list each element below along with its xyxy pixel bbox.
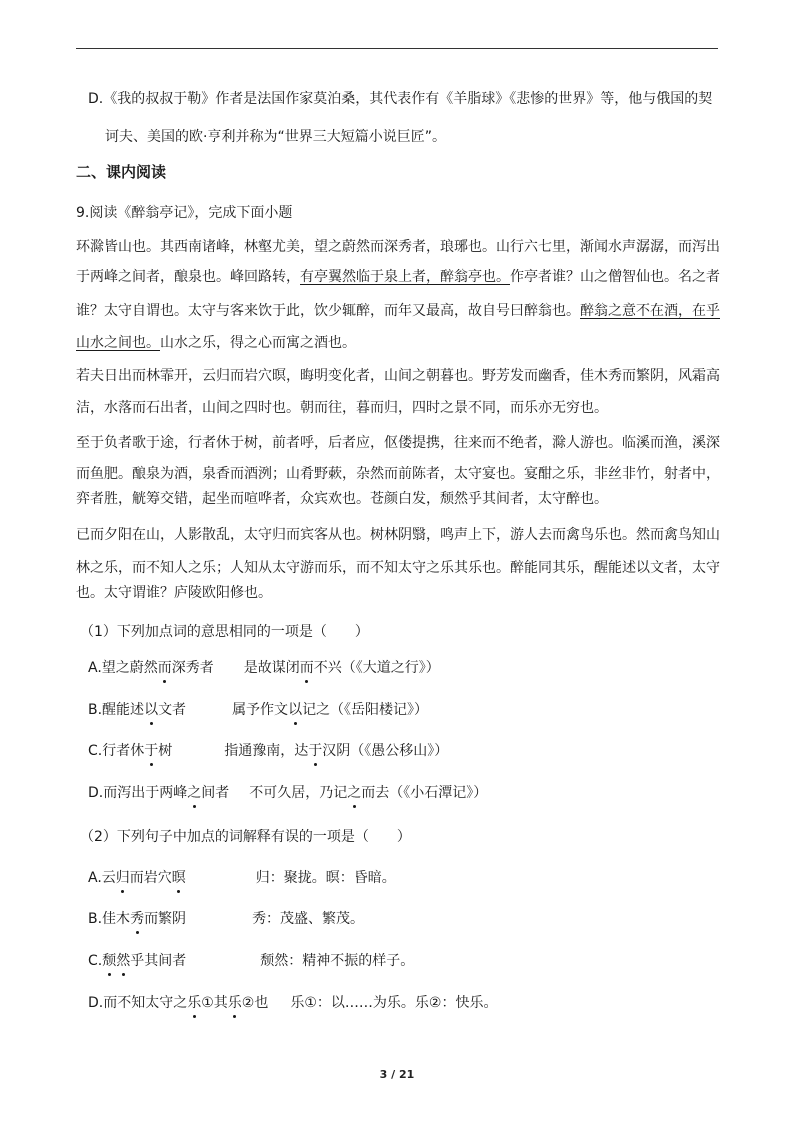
passage-text: 于两峰之间者，酿泉也。峰回路转，: [76, 269, 300, 285]
dotted-word: 然: [116, 953, 131, 969]
question-title: 9.阅读《醉翁亭记》，完成下面小题: [76, 205, 293, 221]
dotted-word: 颓: [102, 953, 117, 969]
passage-text: 山水之乐，得之心而寓之酒也。: [160, 335, 356, 351]
option-explanation: 秀：茂盛、繁茂。: [252, 911, 365, 927]
passage-line: 已而夕阳在山，人影散乱，太守归而宾客从也。树林阴翳，鸣声上下，游人去而禽鸟乐也。然而禽鸟知山: [76, 527, 720, 543]
q1-option-a[interactable]: [88, 658, 440, 678]
passage-line: 也。太守谓谁？庐陵欧阳修也。: [76, 585, 272, 601]
dotted-word: 归: [115, 870, 130, 886]
item-d-line2: 诃夫、美国的欧·亨利并称为“世界三大短篇小说巨匠”。: [105, 129, 446, 145]
dotted-word: 于: [308, 743, 323, 759]
option-explanation: 乐①：以……为乐。乐②：快乐。: [290, 995, 498, 1011]
passage-line: [76, 301, 720, 321]
dotted-word: 暝: [171, 870, 186, 886]
dotted-word: 而: [299, 660, 314, 676]
dotted-word: 而: [157, 660, 172, 676]
option-text: 属予作文: [232, 702, 289, 718]
option-text: B.醒能述: [88, 702, 145, 718]
underlined-sentence: 有亭翼然临于泉上者，醉翁亭也。: [300, 269, 510, 285]
option-text: 深秀者: [171, 660, 214, 676]
passage-line: 若夫日出而林霏开，云归而岩穴暝，晦明变化者，山间之朝暮也。野芳发而幽香，佳木秀而繁阴，风霜高: [76, 368, 720, 384]
dotted-word: 之: [347, 785, 362, 801]
passage-text: 作亭者谁？山之僧智仙也。名之者: [510, 269, 720, 285]
option-text: C.: [88, 953, 103, 969]
passage-line: 至于负者歌于途，行者休于树，前者呼，后者应，伛偻提携，往来而不绝者，滁人游也。临溪而渔，溪深: [76, 435, 720, 451]
dotted-word: 于: [144, 743, 159, 759]
q2-option-a[interactable]: [88, 868, 396, 888]
dotted-word: 秀: [130, 911, 145, 927]
item-d-line1: D.《我的叔叔于勒》作者是法国作家莫泊桑，其代表作有《羊脂球》《悲惨的世界》等，他与俄国的契: [88, 91, 713, 107]
option-text: A.云: [88, 870, 116, 886]
passage-text: 谁？太守自谓也。太守与客来饮于此，饮少辄醉，而年又最高，故自号曰醉翁也。: [76, 303, 580, 319]
q2-option-c[interactable]: [88, 951, 414, 971]
dotted-word: 以: [144, 702, 159, 718]
option-text: ①其: [201, 995, 228, 1011]
option-text: 记之（《岳阳楼记》）: [302, 702, 429, 718]
option-text: 乎其间者: [130, 953, 187, 969]
option-explanation: 颓然：精神不振的样子。: [260, 953, 415, 969]
option-text: B.佳木: [88, 911, 131, 927]
q1-option-c[interactable]: [88, 741, 448, 761]
option-text: 指通豫南，达: [224, 743, 309, 759]
option-text: 是故谋闭: [243, 660, 300, 676]
option-text: 间者: [201, 785, 230, 801]
option-text: 不兴（《大道之行》）: [313, 660, 440, 676]
passage-line: 洁，水落而石出者，山间之四时也。朝而往，暮而归，四时之景不同，而乐亦无穷也。: [76, 400, 608, 416]
dotted-word: 以: [288, 702, 303, 718]
option-text: 文者: [158, 702, 187, 718]
underlined-sentence: 醉翁之意不在酒，在乎: [580, 303, 720, 319]
passage-line: 林之乐，而不知人之乐；人知从太守游而乐，而不知太守之乐其乐也。醉能同其乐，醒能述以文者，太守: [76, 560, 720, 576]
passage-line: [76, 267, 720, 287]
page-number: 3 / 21: [379, 1068, 415, 1081]
option-text: ②也: [241, 995, 269, 1011]
underlined-sentence: 山水之间也。: [76, 335, 160, 351]
passage-line: 弈者胜，觥筹交错，起坐而喧哗者，众宾欢也。苍颜白发，颓然乎其间者，太守醉也。: [76, 491, 608, 507]
option-text: D.而不知太守之: [88, 995, 188, 1011]
dotted-word: 乐: [227, 995, 242, 1011]
option-text: C.行者休: [88, 743, 145, 759]
option-text: 树: [158, 743, 173, 759]
section-title: 二、课内阅读: [76, 163, 167, 181]
option-text: 而繁阴: [144, 911, 187, 927]
passage-line: 环滁皆山也。其西南诸峰，林壑尤美，望之蔚然而深秀者，琅琊也。山行六七里，渐闻水声潺潺，而泻出: [76, 239, 720, 255]
option-explanation: 归：聚拢。暝：昏暗。: [255, 870, 396, 886]
option-text: D.而泻出于两峰: [88, 785, 188, 801]
q2-stem: （2）下列句子中加点的词解释有误的一项是（ ）: [80, 829, 411, 845]
option-text: 而岩穴: [129, 870, 172, 886]
dotted-word: 乐: [187, 995, 202, 1011]
option-text: 不可久居，乃记: [249, 785, 348, 801]
option-text: A.望之蔚然: [88, 660, 158, 676]
option-text: 汉阴（《愚公移山》）: [322, 743, 449, 759]
option-text: 而去（《小石潭记》）: [361, 785, 488, 801]
q2-option-d[interactable]: [88, 993, 497, 1013]
q2-option-b[interactable]: [88, 909, 364, 929]
q1-option-b[interactable]: [88, 700, 428, 720]
q1-option-d[interactable]: [88, 783, 487, 803]
passage-line: [76, 333, 356, 353]
passage-line: 而鱼肥。酿泉为酒，泉香而酒洌；山肴野蔌，杂然而前陈者，太守宴也。宴酣之乐，非丝非竹，射者中，: [76, 466, 720, 482]
header-rule: [76, 48, 718, 49]
q1-stem: （1）下列加点词的意思相同的一项是（ ）: [80, 624, 369, 640]
dotted-word: 之: [187, 785, 202, 801]
